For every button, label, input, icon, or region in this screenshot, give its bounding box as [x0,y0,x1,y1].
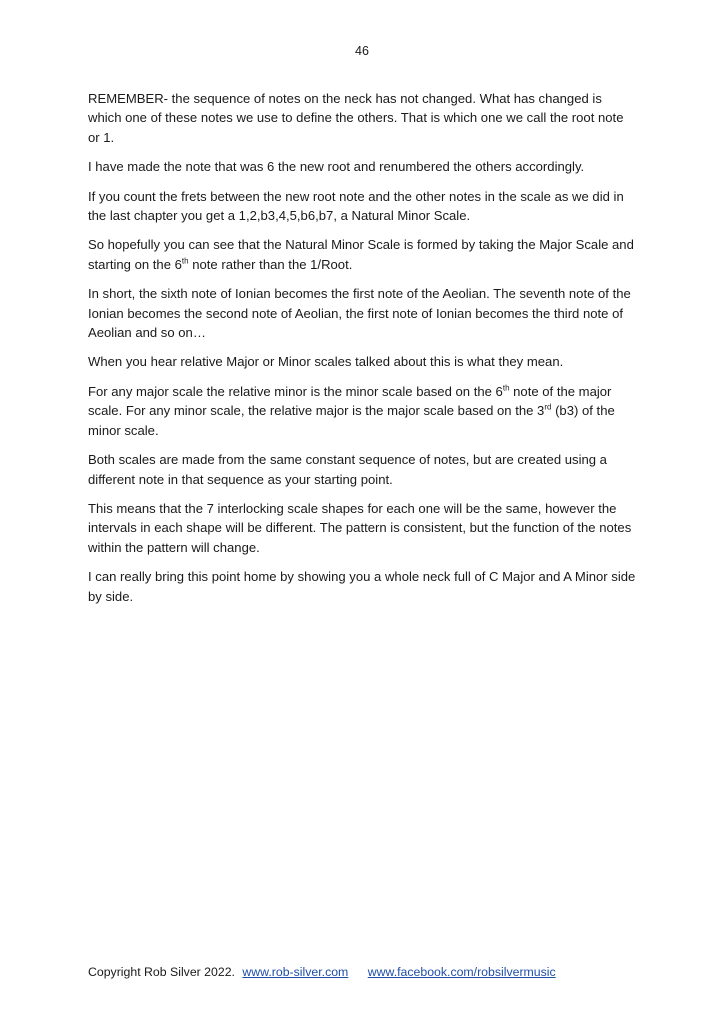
text-run: note of the major scale. For any minor scale, the relative major is the major scale based on the 3 [88,383,612,419]
paragraph-natural-minor [88,235,636,274]
copyright-text: Copyright Rob Silver 2022. [88,965,235,979]
text-run: For any major scale the relative minor is the minor scale based on the 6 [88,383,503,399]
paragraph-count-frets: If you count the frets between the new root note and the other notes in the scale as we did in the last chapter you get a 1,2,b3,4,5,b6,b7, a Natural Minor Scale. [88,188,624,224]
body-text [88,89,636,616]
paragraph-relative-minor [88,382,636,440]
text-run: So hopefully you can see that the Natural Minor Scale is formed by taking the Major Scale and starting on the 6 [88,237,634,272]
superscript: th [502,383,510,393]
superscript: rd [544,402,552,412]
paragraph-in-short: In short, the sixth note of Ionian becomes the first note of the Aeolian. The seventh note of the Ionian becomes the second note of Aeolian, the first note of Ionian becomes the third note of Aeolian and so on… [88,286,631,341]
paragraph-neck-comparison: I can really bring this point home by showing you a whole neck full of C Major and A Minor side by side. [88,569,636,604]
paragraph-both-scales: Both scales are made from the same constant sequence of notes, but are created using a different note in that sequence as your starting point. [88,452,607,487]
text-run: note rather than the 1/Root. [188,256,353,272]
page-footer [88,965,648,979]
paragraph-relative-scales: When you hear relative Major or Minor scales talked about this is what they mean. [88,354,564,370]
superscript: th [181,256,189,266]
paragraph-interlocking-shapes: This means that the 7 interlocking scale shapes for each one will be the same, however the intervals in each shape will be different. The pattern is consistent, but the function of the notes within the pattern will change. [88,500,632,555]
website-link[interactable]: www.rob-silver.com [242,965,349,979]
paragraph-remember: REMEMBER- the sequence of notes on the neck has not changed. What has changed is which one of these notes we use to define the others. That is which one we call the root note or 1. [88,91,624,145]
facebook-link[interactable]: www.facebook.com/robsilvermusic [367,965,556,979]
text-run: (b3) of the minor scale. [88,403,615,438]
page-number: 46 [355,44,369,58]
paragraph-new-root: I have made the note that was 6 the new root and renumbered the others accordingly. [88,159,585,175]
